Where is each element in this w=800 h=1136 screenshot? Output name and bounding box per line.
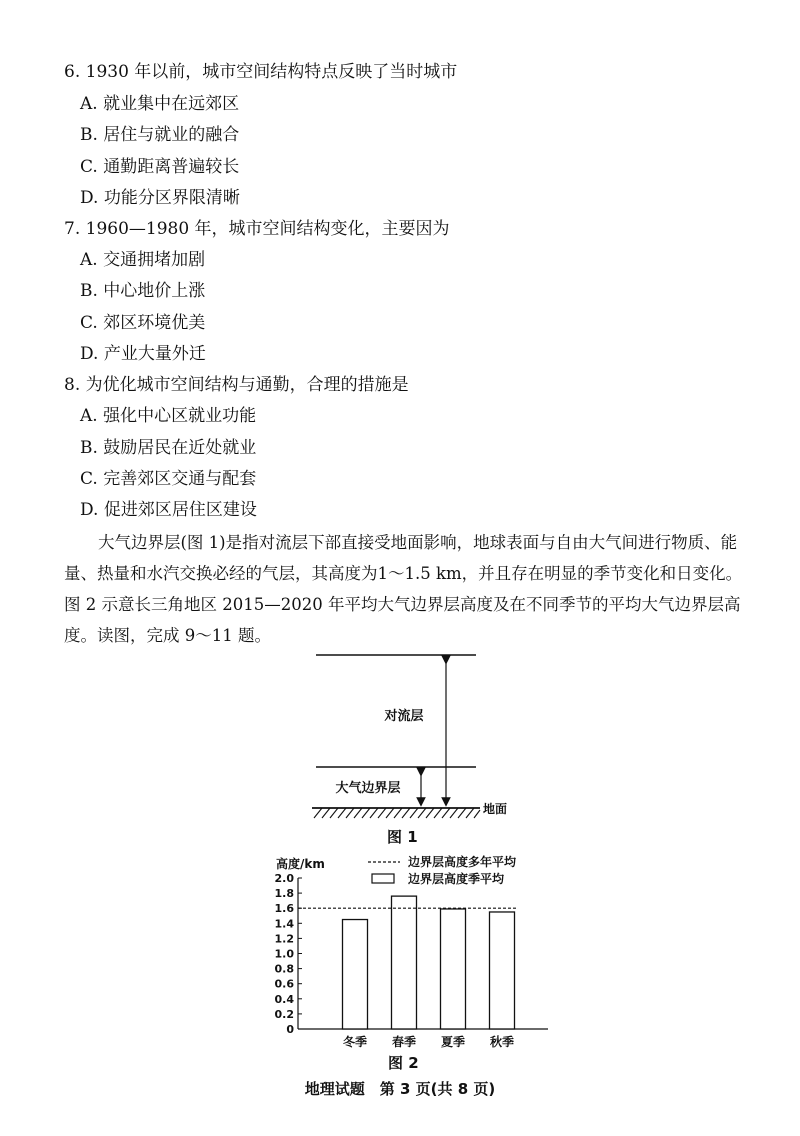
legend-dashed-label: 边界层高度多年平均 — [408, 855, 517, 869]
bar-1 — [392, 896, 417, 1029]
y-tick-label: 0.6 — [274, 977, 294, 991]
question-8-option-c: C. 完善郊区交通与配套 — [80, 469, 257, 489]
y-tick-label: 0 — [286, 1023, 294, 1036]
boundary-layer-label: 大气边界层 — [335, 781, 401, 796]
question-6-stem: 6. 1930 年以前，城市空间结构特点反映了当时城市 — [64, 62, 458, 82]
y-tick-label: 1.4 — [274, 917, 294, 931]
y-tick-label: 1.2 — [274, 932, 294, 946]
y-tick-label: 1.8 — [274, 887, 294, 901]
question-7-option-a: A. 交通拥堵加剧 — [80, 250, 206, 270]
bar-3 — [490, 912, 515, 1029]
question-6-option-b: B. 居住与就业的融合 — [80, 125, 240, 145]
bar-2 — [441, 909, 466, 1029]
x-category-label: 夏季 — [440, 1035, 466, 1049]
question-6-option-c: C. 通勤距离普遍较长 — [80, 157, 240, 177]
y-tick-label: 1.6 — [274, 902, 294, 916]
question-8-option-a: A. 强化中心区就业功能 — [80, 406, 257, 426]
figure-2-caption: 图 2 — [388, 1054, 419, 1072]
question-7-option-b: B. 中心地价上涨 — [80, 281, 206, 301]
question-7-stem: 7. 1960—1980 年，城市空间结构变化，主要因为 — [64, 219, 450, 239]
question-6-option-a: A. 就业集中在远郊区 — [80, 94, 240, 114]
y-tick-label: 2.0 — [274, 872, 294, 885]
troposphere-label: 对流层 — [384, 709, 424, 724]
legend-bar-swatch — [372, 874, 394, 883]
page-footer: 地理试题 第 3 页(共 8 页) — [304, 1080, 496, 1098]
y-tick-label: 0.4 — [274, 992, 294, 1006]
question-7-option-d: D. 产业大量外迁 — [80, 344, 206, 364]
question-8-option-d: D. 促进郊区居住区建设 — [80, 500, 257, 520]
question-6-option-d: D. 功能分区界限清晰 — [80, 188, 240, 208]
ground-hatching — [314, 808, 480, 818]
x-category-label: 冬季 — [342, 1035, 368, 1049]
question-8-stem: 8. 为优化城市空间结构与通勤，合理的措施是 — [64, 375, 409, 395]
bar-0 — [343, 920, 368, 1029]
figure-2-chart — [260, 850, 560, 1055]
figure-1-caption: 图 1 — [387, 828, 418, 846]
y-tick-label: 1.0 — [274, 947, 294, 961]
legend-bar-label: 边界层高度季平均 — [408, 872, 505, 886]
y-tick-label: 0.2 — [274, 1007, 294, 1021]
question-7-option-c: C. 郊区环境优美 — [80, 313, 206, 333]
intro-paragraph — [64, 527, 754, 651]
intro-text: 大气边界层(图 1)是指对流层下部直接受地面影响，地球表面与自由大气间进行物质、能量、热量和水汽交换必经的气层，其高度为1～1.5 km，并且存在明显的季节变化和日变化。图 2 示意长三角地区 2015—2020 年平均大气边界层高度及在不同季节的平均大气边界层高度。读图，完成 9～11 题。 — [64, 533, 743, 645]
x-category-label: 春季 — [391, 1035, 417, 1049]
x-category-label: 秋季 — [489, 1035, 515, 1049]
ground-label: 地面 — [483, 802, 508, 816]
figure-1-diagram — [300, 650, 530, 825]
chart-y-axis-title: 高度/km — [276, 857, 325, 871]
question-8-option-b: B. 鼓励居民在近处就业 — [80, 438, 257, 458]
y-tick-label: 0.8 — [274, 962, 294, 976]
